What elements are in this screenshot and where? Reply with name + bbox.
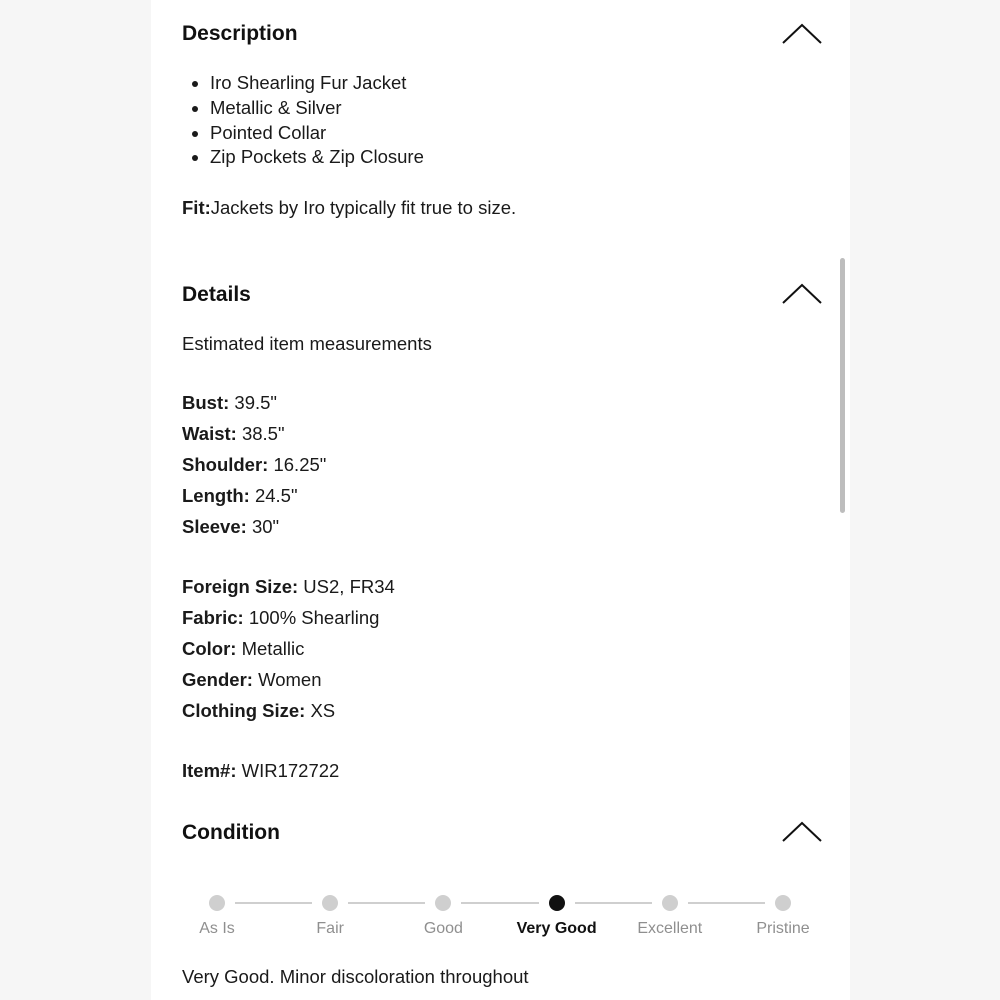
condition-dot-good [435,895,451,911]
condition-connector [348,902,425,904]
condition-connector [688,902,765,904]
condition-label-pristine: Pristine [756,920,810,937]
attribute-row-color [182,633,395,664]
description-bullet-list [182,71,424,170]
scrollbar-thumb[interactable] [840,258,845,513]
attribute-row-clothing-size [182,695,395,726]
measurement-label: Shoulder: [182,454,269,475]
condition-connector [575,902,652,904]
item-number-label: Item#: [182,760,237,781]
fit-note [182,197,516,219]
attribute-value: Metallic [241,638,305,659]
condition-scale [182,890,822,950]
list-item: • Iro Shearling Fur Jacket [210,71,424,96]
measurement-row-sleeve [182,511,326,542]
condition-label-excellent: Excellent [637,920,703,937]
measurement-value: 16.25" [273,454,327,475]
condition-dot-fair [322,895,338,911]
measurement-value: 24.5" [254,485,298,506]
measurement-row-shoulder [182,449,326,480]
measurement-row-waist [182,418,326,449]
measurement-row-bust [182,387,326,418]
attribute-value: US2, FR34 [303,576,395,597]
chevron-up-icon [781,22,823,46]
condition-label-as-is: As Is [199,920,235,937]
attribute-value: Women [258,669,322,690]
attribute-row-foreign-size [182,571,395,602]
condition-collapse-button[interactable] [781,820,823,844]
measurement-label: Bust: [182,392,230,413]
attribute-value: 100% Shearling [248,607,380,628]
condition-connector [461,902,538,904]
measurement-value: 39.5" [234,392,277,413]
attribute-value: XS [310,700,336,721]
product-details-panel [151,0,850,1000]
condition-note: Very Good. Minor discoloration throughout [182,966,529,987]
details-collapse-button[interactable] [781,282,823,306]
condition-label-fair: Fair [316,920,344,937]
measurement-label: Waist: [182,423,237,444]
item-number-value: WIR172722 [241,760,340,781]
attribute-label: Fabric: [182,607,244,628]
attribute-label: Gender: [182,669,253,690]
measurement-row-length [182,480,326,511]
attribute-label: Color: [182,638,237,659]
details-title: Details [182,283,251,306]
measurement-value: 38.5" [241,423,285,444]
attribute-label: Clothing Size: [182,700,306,721]
attribute-label: Foreign Size: [182,576,299,597]
fit-label: Fit: [182,197,211,218]
attribute-row-fabric [182,602,395,633]
description-title: Description [182,22,298,45]
chevron-up-icon [781,820,823,844]
attribute-row-gender [182,664,395,695]
condition-label-very-good: Very Good [516,920,597,937]
item-number [182,755,339,786]
chevron-up-icon [781,282,823,306]
attributes-list [182,571,395,726]
details-subtitle: Estimated item measurements [182,333,432,354]
list-item: • Pointed Collar [210,121,424,146]
measurement-value: 30" [251,516,280,537]
list-item: • Zip Pockets & Zip Closure [210,145,424,170]
measurements-list [182,387,326,542]
condition-dot-pristine [775,895,791,911]
list-item: • Metallic & Silver [210,96,424,121]
condition-dot-excellent [662,895,678,911]
description-collapse-button[interactable] [781,22,823,46]
condition-label-good: Good [423,920,463,937]
condition-title: Condition [182,821,280,844]
condition-connector [235,902,312,904]
measurement-label: Sleeve: [182,516,247,537]
measurement-label: Length: [182,485,250,506]
condition-dot-as-is [209,895,225,911]
fit-text: Jackets by Iro typically fit true to size. [210,197,517,218]
condition-dot-very-good [549,895,565,911]
